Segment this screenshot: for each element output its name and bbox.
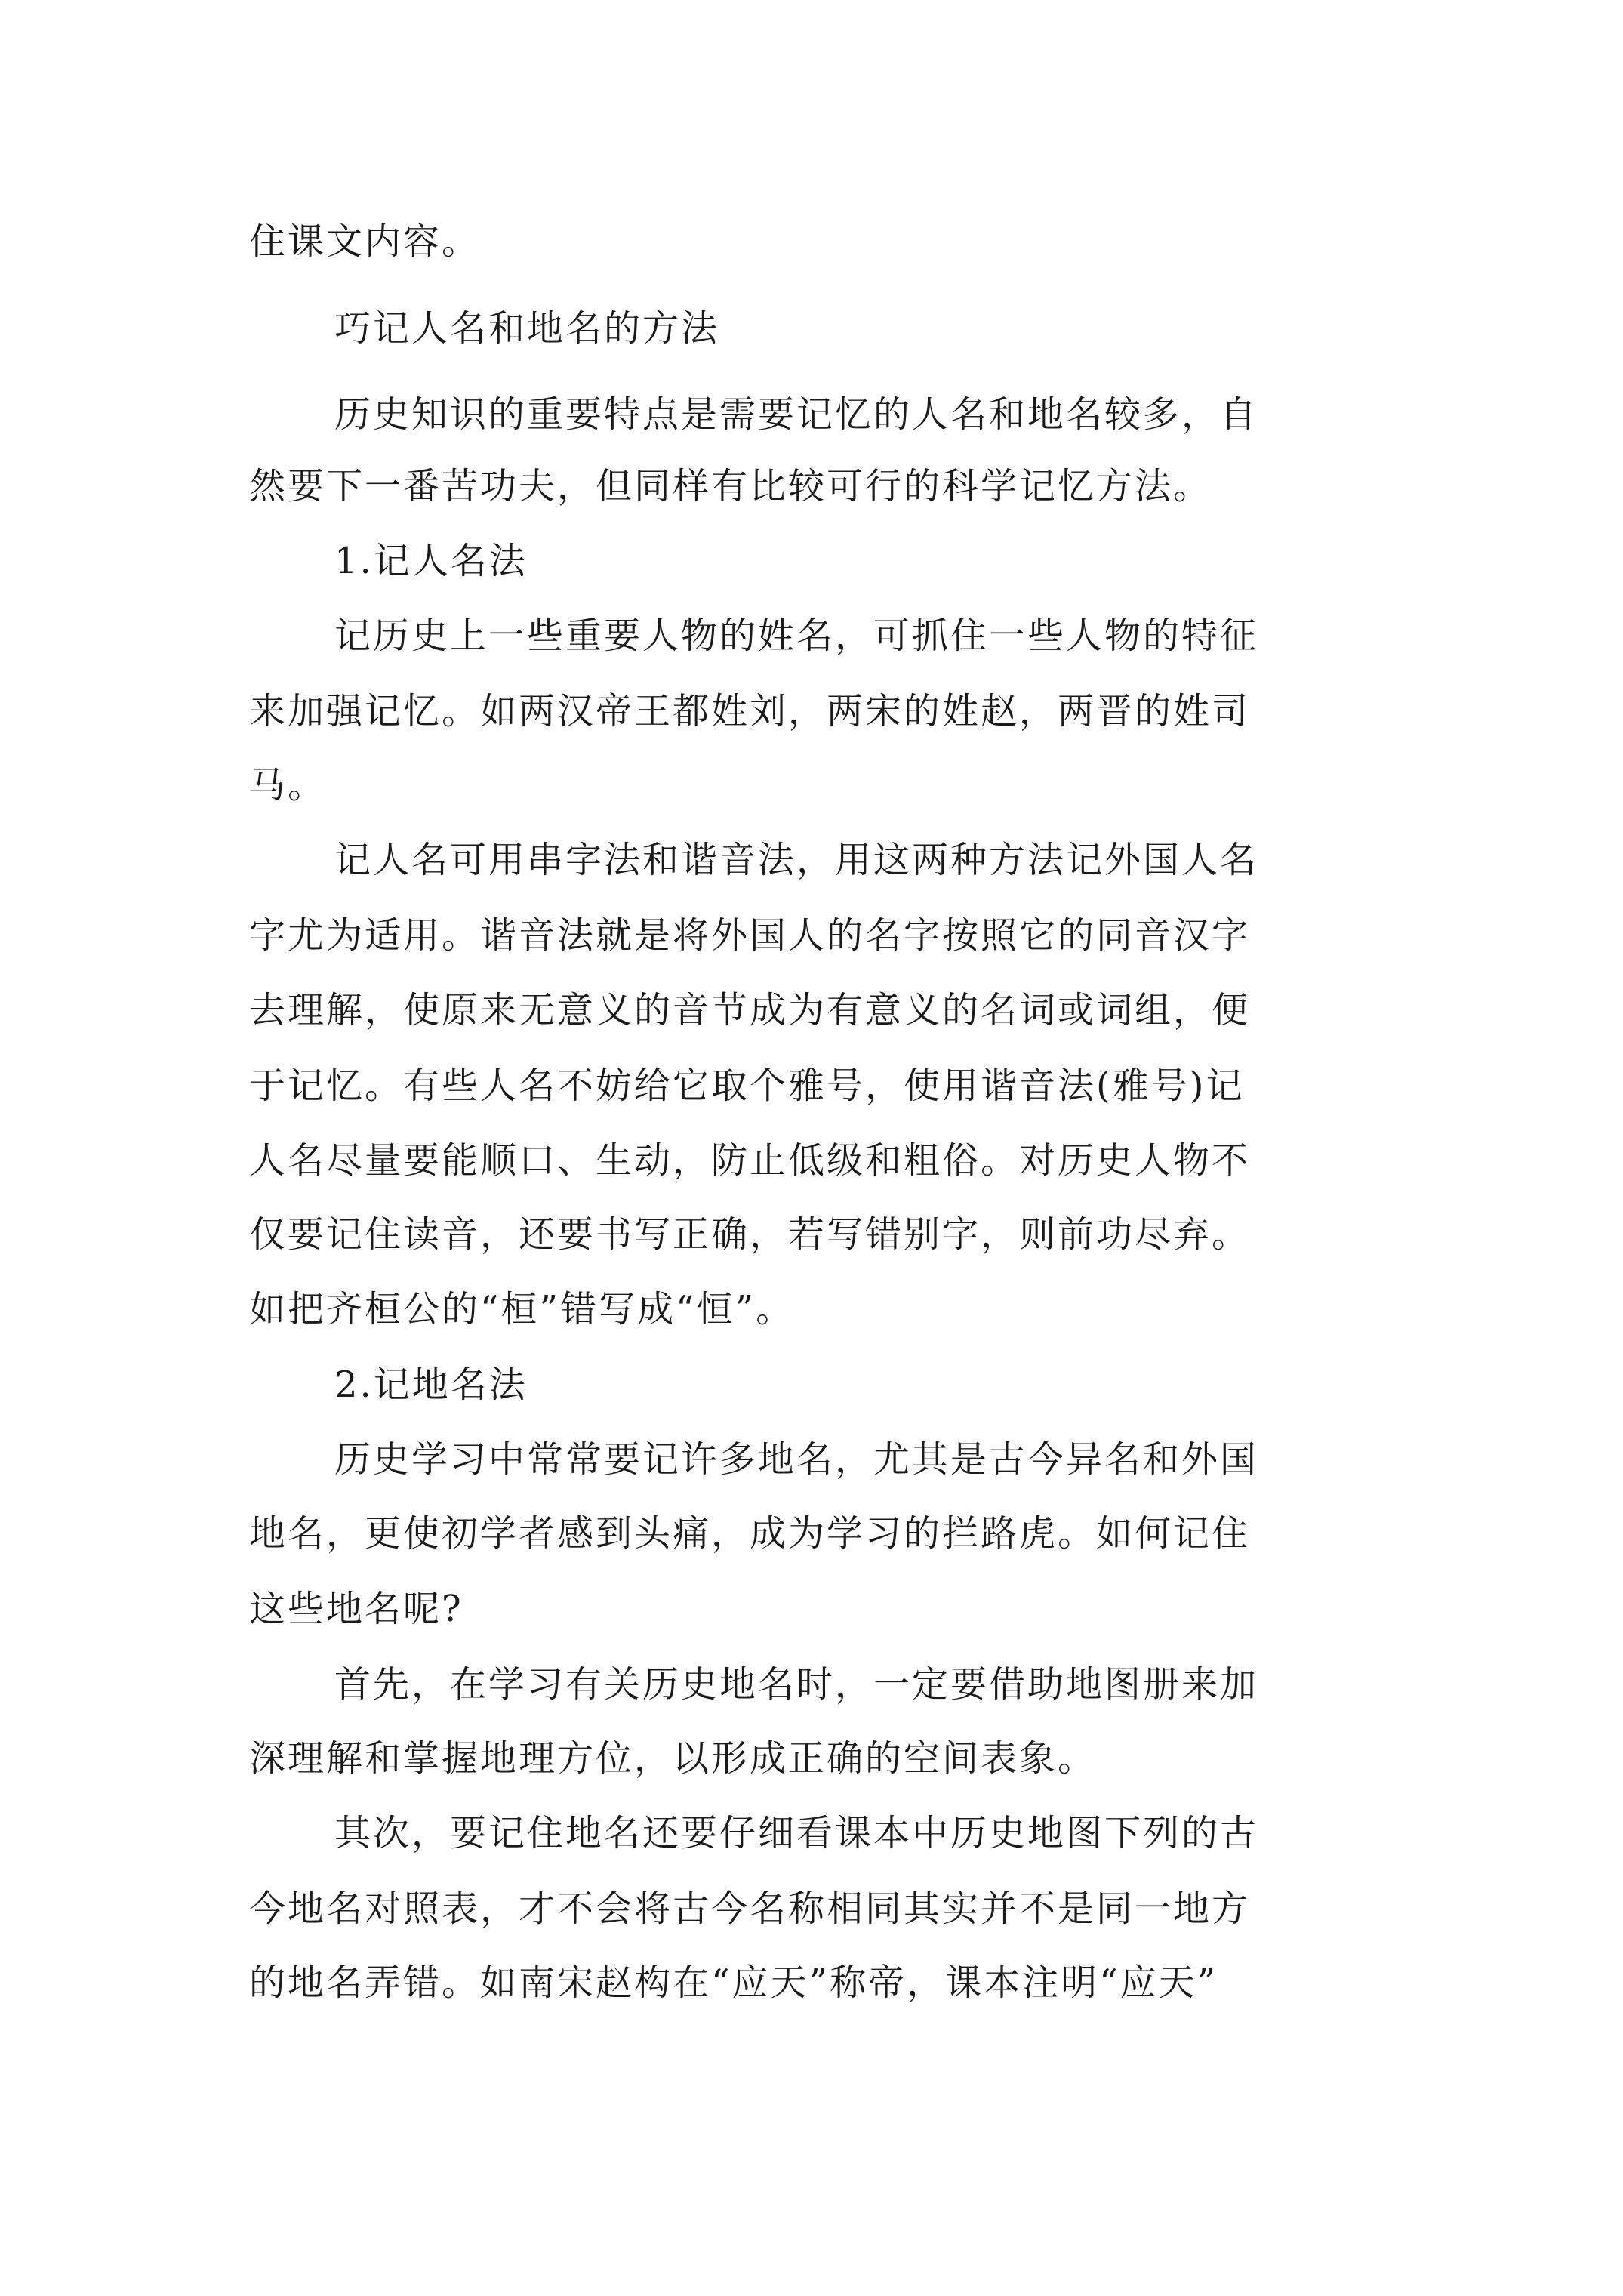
- paragraph-line: 如把齐桓公的“桓”错写成“恒”。: [249, 1288, 795, 1330]
- paragraph-line: 首先，在学习有关历史地名时，一定要借助地图册来加: [334, 1663, 1259, 1706]
- paragraph-line: 去理解，使原来无意义的音节成为有意义的名词或词组，便: [249, 989, 1251, 1031]
- paragraph-line: 人名尽量要能顺口、生动，防止低级和粗俗。对历史人物不: [249, 1139, 1251, 1182]
- subsection-heading: 1.记人名法: [334, 540, 528, 582]
- paragraph-line: 的地名弄错。如南宋赵构在“应天”称帝，课本注明“应天”: [249, 1962, 1218, 2004]
- paragraph-line: 字尤为适用。谐音法就是将外国人的名字按照它的同音汉字: [249, 914, 1251, 957]
- section-heading: 巧记人名和地名的方法: [334, 307, 720, 350]
- paragraph-line: 地名，更使初学者感到头痛，成为学习的拦路虎。如何记住: [249, 1512, 1251, 1555]
- paragraph-line: 深理解和掌握地理方位，以形成正确的空间表象。: [249, 1737, 1097, 1780]
- paragraph-line: 记历史上一些重要人物的姓名，可抓住一些人物的特征: [334, 615, 1259, 657]
- paragraph-line: 马。: [249, 764, 327, 806]
- text-line: 住课文内容。: [249, 220, 481, 263]
- paragraph-line: 然要下一番苦功夫，但同样有比较可行的科学记忆方法。: [249, 465, 1212, 507]
- subsection-heading: 2.记地名法: [334, 1364, 528, 1406]
- paragraph-line: 今地名对照表，才不会将古今名称相同其实并不是同一地方: [249, 1888, 1251, 1930]
- paragraph-line: 记人名可用串字法和谐音法，用这两种方法记外国人名: [334, 839, 1259, 881]
- paragraph-line: 历史学习中常常要记许多地名，尤其是古今异名和外国: [334, 1438, 1259, 1481]
- paragraph-line: 历史知识的重要特点是需要记忆的人名和地名较多，自: [334, 393, 1259, 436]
- paragraph-line: 仅要记住读音，还要书写正确，若写错别字，则前功尽弃。: [249, 1213, 1251, 1256]
- paragraph-line: 于记忆。有些人名不妨给它取个雅号，使用谐音法(雅号)记: [249, 1065, 1245, 1107]
- paragraph-line: 这些地名呢?: [249, 1588, 463, 1630]
- paragraph-line: 其次，要记住地名还要仔细看课本中历史地图下列的古: [334, 1812, 1259, 1854]
- paragraph-line: 来加强记忆。如两汉帝王都姓刘，两宋的姓赵，两晋的姓司: [249, 690, 1251, 732]
